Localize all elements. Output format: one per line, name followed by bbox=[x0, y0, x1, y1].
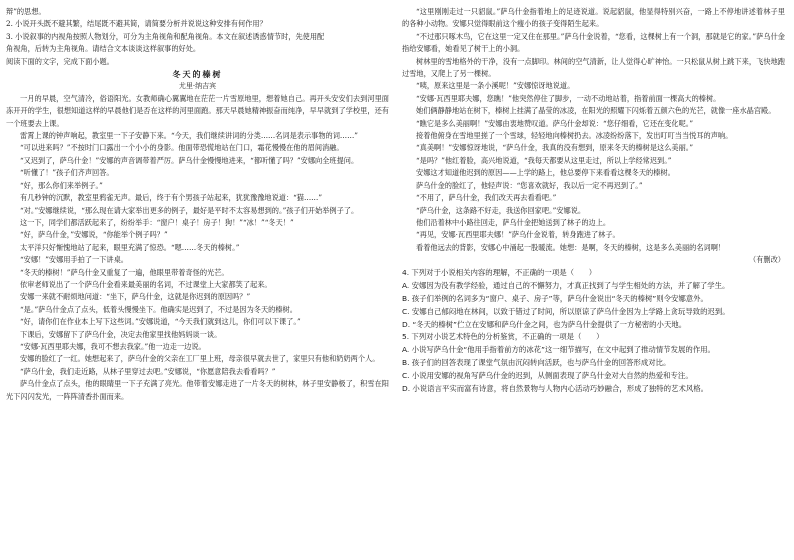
paragraph: 安娜的脸红了一红。她想起来了，萨乌什金的父亲在工厂里上班，母亲很早就去世了，家里只有他和奶奶两个人。 bbox=[20, 354, 380, 364]
paragraph: “不用了，萨乌什金，我们改天再去看看吧。” bbox=[416, 193, 557, 203]
paragraph: 接着他俯身在雪地里搓了一个雪球，轻轻地向榛树扔去。冰凌纷纷落下，发出叮叮当当悦耳的声响。 bbox=[416, 131, 733, 141]
paragraph: 看着他远去的背影，安娜心中涌起一股暖流。她想：是啊，冬天的榛树，这是多么美丽的名词啊！ bbox=[416, 242, 726, 252]
paragraph: 安娜这才知道他迟到的原因——上学的路上，他总要停下来看看这棵冬天的榛树。 bbox=[416, 168, 675, 178]
paragraph: 萨乌什金的脸红了，他轻声说：“您喜欢就好，我以后一定不再迟到了。” bbox=[416, 180, 643, 190]
paragraph: 她们俩静静地站在树下，榛树上挂满了晶莹的冰凌，在阳光的照耀下闪烁着五颜六色的光芒，就像一座水晶宫殿。 bbox=[416, 106, 776, 116]
text-line: 辩”的思想。 bbox=[6, 7, 46, 16]
paragraph: 下课后，安娜留下了萨乌什金，决定去他家里找他妈妈谈一谈。 bbox=[20, 329, 222, 339]
option-b: B. 孩子们举例的名词多为“窗户、桌子、房子”等，萨乌什金说出“冬天的榛树”则令安娜意外。 bbox=[402, 293, 708, 303]
paragraph: “是吗？”他红着脸，高兴地说道，“我每天都要从这里走过，所以上学经常迟到。” bbox=[416, 155, 672, 165]
option-c: C. 小说用安娜的视角写萨乌什金的迟到，从侧面表现了萨乌什金对大自然的热爱和专注。 bbox=[402, 370, 693, 380]
question-3-cont: 角视角，后转为主角视角。请结合文本谈谈这样叙事的好处。 bbox=[6, 44, 201, 54]
reading-instruction: 阅读下面的文字，完成下面小题。 bbox=[6, 56, 114, 66]
paragraph: “再见，安娜·瓦西里耶夫娜！”萨乌什金说着，转身跑进了林子。 bbox=[416, 230, 620, 240]
paragraph: “安娜·瓦西里耶夫娜，您瞧！”他突然停住了脚步，一动不动地站着，指着前面一棵高大的榛树。 bbox=[416, 93, 721, 103]
paragraph: 萨乌什金点了点头，他的眼睛里一下子充满了亮光。他带着安娜走进了一片冬天的树林，林子里安静极了，积雪在阳光下闪闪发光，一阵阵清香扑面而来。 bbox=[6, 379, 389, 401]
paragraph: “咦，原来这里是一条小溪呢！”安娜惊讶地说道。 bbox=[416, 81, 575, 91]
paragraph: “又迟到了，萨乌什金！”安娜的声音调带着严厉。萨乌什金慢慢地进来，“都听懂了吗？”安娜向全班提问。 bbox=[20, 155, 359, 165]
paragraph: 树林里的雪地格外的干净，没有一点脚印。林间的空气清新，让人觉得心旷神怡。一只松鼠从树上跳下来，飞快地跑过雪地，又爬上了另一棵树。 bbox=[402, 56, 785, 79]
paragraph: 安娜一来就不耐烦地问道：“坐下，萨乌什金，这就是你迟到的原因吗？” bbox=[20, 292, 251, 302]
paragraph: “这里刚刚走过一只貂鼠。”萨乌什金指着地上的足迹说道。说起貂鼠，他显得特别兴奋，一路上不停地讲述着林子里的各种小动物。安娜只觉得眼前这个瘦小的孩子变得陌生起来。 bbox=[402, 7, 785, 29]
option-a: A. 安娜因为没有教学经验，通过自己的不懈努力，才真正找到了与学生相处的方法，并了解了学生。 bbox=[402, 280, 730, 290]
paragraph: “好，那么你们来举例子。” bbox=[20, 180, 103, 190]
paragraph: 一月的早晨，空气清冷，俗语阳光。女教师确心翼翼地在茫茫一片雪原地里，想着她自己。再开头安安们去到河里面冻开开的学生，很想知道这样的早晨他们是否在这样的河里面跑。那天早晨她精神振奋而纯净，早早就到了学校里，还有一个班要去上课。 bbox=[6, 93, 389, 128]
option-a: A. 小说写萨乌什金“他用手指着前方的冰花”这一细节描写，在文中起到了推动情节发展的作用。 bbox=[402, 344, 715, 354]
paragraph: “可以进来吗？”不按时门口露出一个小小的身影。他面带恐慌地站在门口，霜花慢慢在他的眉间消融。 bbox=[20, 143, 344, 153]
paragraph: “好，萨乌什金，”安娜说，“你能举个例子吗？” bbox=[20, 230, 168, 240]
option-b: B. 孩子们的回答表现了课堂气氛由沉闷转向活跃，也与萨乌什金的回答形成对比。 bbox=[402, 357, 671, 367]
paragraph: “冬天的榛树！”萨乌什金又重复了一遍，他眼里带着奇怪的光芒。 bbox=[20, 267, 229, 277]
story-author: 尤里·纳吉宾 bbox=[178, 82, 217, 91]
paragraph: “听懂了！”孩子们齐声回答。 bbox=[20, 168, 114, 178]
option-d: D. “冬天的榛树”伫立在安娜和萨乌什金之间，也为萨乌什金提供了一方秘密的小天地。 bbox=[402, 319, 687, 329]
paragraph: “安娜·瓦西里耶夫娜，我可不想去我家。”他一边走一边说。 bbox=[20, 341, 206, 351]
question-3: 3. 小说叙事的内视角按照人物划分，可分为主角视角和配角视角。本文在叙述诱惑情节时，先使用配 bbox=[6, 31, 325, 41]
story-title: 冬天的榛树 bbox=[172, 69, 223, 80]
option-d: D. 小说语言平实而富有诗意，将自然景物与人物内心活动巧妙融合，形成了独特的艺术风格。 bbox=[402, 383, 709, 393]
paragraph: “真美啊！”安娜惊讶地说，“萨乌什金，我真的没有想到，原来冬天的榛树是这么美丽。” bbox=[416, 143, 694, 153]
paragraph: “安娜！”安娜用手拍了一下讲桌。 bbox=[20, 255, 128, 265]
paragraph: “萨乌什金，这条路不好走，我送你回家吧。”安娜说。 bbox=[416, 205, 586, 215]
paragraph: 他们沿着林中小路往回走，萨乌什金把她送到了林子的边上。 bbox=[416, 217, 611, 227]
paragraph: 雷霄上课的钟声响起，教室里一下子安静下来。“今天，我们继续讲词的分类……名词是表示事物的词……” bbox=[20, 131, 358, 141]
paragraph: 太平洋只好惭愧地站了起来，眼里充满了惊恐。“嗯……冬天的榛树。” bbox=[20, 242, 240, 252]
abridged-note: （有删改） bbox=[749, 255, 785, 265]
question-4-stem: 4. 下列对于小说相关内容的理解，不正确的一项是（ ） bbox=[402, 267, 597, 277]
paragraph: 这一下，同学们都活跃起来了，纷纷举手：“窗户！桌子！房子！狗！”“冰！”“冬天！” bbox=[20, 217, 294, 227]
option-c: C. 安娜自己郁闷地在林间，以致于错过了时间，所以原谅了萨乌什金因为上学路上贪玩导致的迟到。 bbox=[402, 306, 730, 316]
right-column bbox=[402, 6, 785, 395]
paragraph: “对。”安娜继续说，“那么现在请大家举出更多的例子，最好是平时不太容易想到的。”孩子们开始举例子了。 bbox=[20, 205, 359, 215]
paragraph: 有几秒钟的沉默，教室里鸦雀无声。最后，终于有个男孩子站起来，犹犹豫豫地说道：“猫……” bbox=[20, 193, 323, 203]
paragraph: “好，请你们在作业本上写下这些词。”安娜说道，“今天我们就到这儿，你们可以下课了。” bbox=[20, 317, 301, 327]
paragraph: “萨乌什金，我们走近路，从林子里穿过去吧。”安娜说，“你愿意陪我去看看吗？” bbox=[20, 366, 276, 376]
left-column bbox=[6, 6, 389, 403]
paragraph: 依审老师说出了一个萨乌什金看来最美丽的名词，不过课堂上大家都笑了起来。 bbox=[20, 279, 272, 289]
paragraph: “是。”萨乌什金点了点头，低着头慢慢坐下。他确实是迟到了，不过是因为冬天的榛树。 bbox=[20, 304, 297, 314]
question-2: 2. 小说开头既不避其繁，结尾既不避其简，请简要分析并说说这种安排有何作用？ bbox=[6, 19, 267, 29]
paragraph: “不过那只啄木鸟，它在这里一定又住在那里。”萨乌什金说着，“您看，这棵树上有一个洞，那就是它的家。”萨乌什金指给安娜看，她看见了树干上的小洞。 bbox=[402, 31, 785, 54]
question-5-stem: 5. 下列对小说艺术特色的分析鉴赏，不正确的一项是（ ） bbox=[402, 331, 604, 341]
paragraph: “瞧它是多么美丽啊！”安娜由衷地赞叹道。萨乌什金却说：“您仔细看，它还在变化呢。” bbox=[416, 118, 694, 128]
